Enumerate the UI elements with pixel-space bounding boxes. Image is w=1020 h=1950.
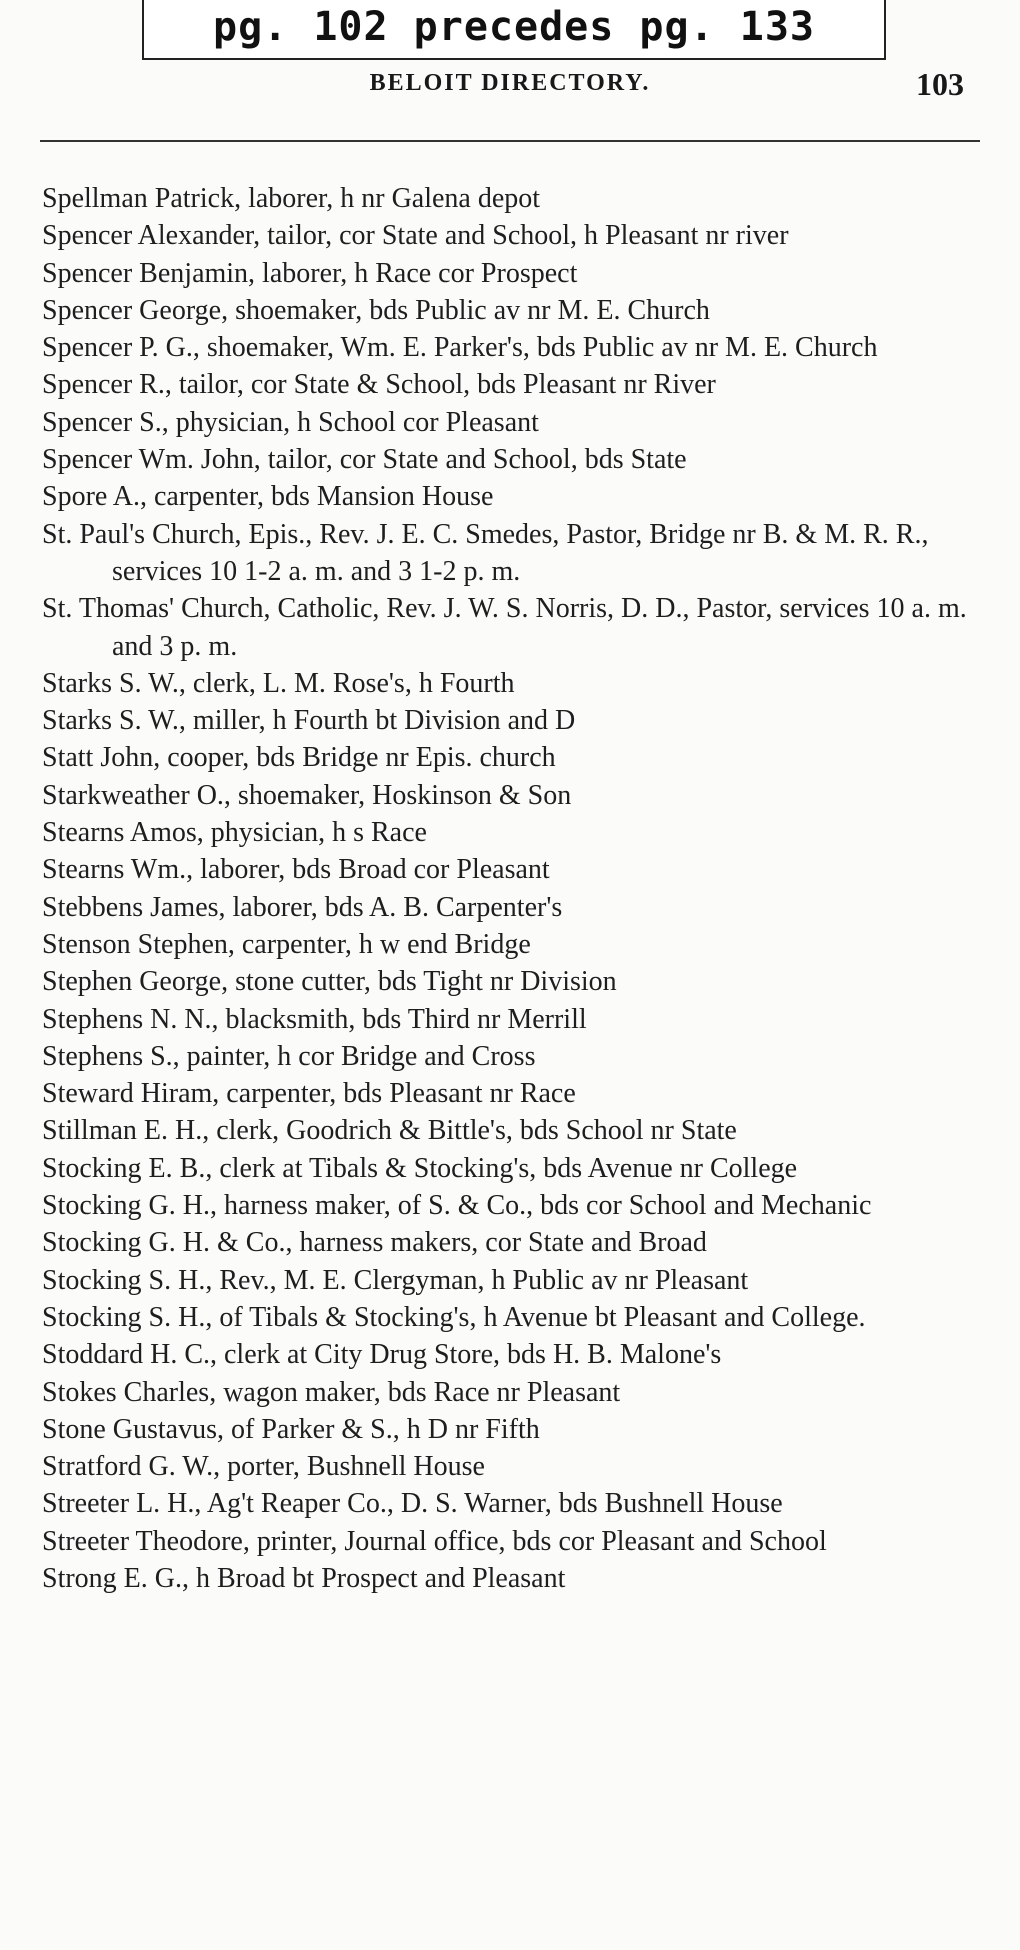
header-rule bbox=[40, 140, 980, 142]
directory-entry: Spencer Benjamin, laborer, h Race cor Prospect bbox=[42, 257, 578, 289]
directory-entry: Stocking G. H. & Co., harness makers, cor State and Broad bbox=[42, 1227, 707, 1259]
directory-entry: Stenson Stephen, carpenter, h w end Bridge bbox=[42, 928, 531, 960]
directory-entries bbox=[42, 180, 992, 1597]
directory-entry: Spencer P. G., shoemaker, Wm. E. Parker's, bds Public av nr M. E. Church bbox=[42, 332, 878, 364]
page-order-note: pg. 102 precedes pg. 133 bbox=[213, 4, 815, 50]
directory-entry: Stratford G. W., porter, Bushnell House bbox=[42, 1451, 485, 1483]
running-header bbox=[40, 66, 980, 106]
directory-entry: Spellman Patrick, laborer, h nr Galena depot bbox=[42, 183, 541, 214]
directory-entry: Steward Hiram, carpenter, bds Pleasant nr Race bbox=[42, 1078, 576, 1110]
directory-entry: Spencer Wm. John, tailor, cor State and School, bds State bbox=[42, 444, 687, 476]
directory-entry: Spencer George, shoemaker, bds Public av nr M. E. Church bbox=[42, 294, 710, 326]
directory-entry: Stocking S. H., of Tibals & Stocking's, h Avenue bt Pleasant and College. bbox=[42, 1301, 866, 1333]
header-title: BELOIT DIRECTORY. bbox=[369, 70, 651, 96]
directory-entry: Stephens N. N., blacksmith, bds Third nr Merrill bbox=[42, 1003, 587, 1035]
directory-entry: Stoddard H. C., clerk at City Drug Store, bds H. B. Malone's bbox=[42, 1339, 722, 1371]
directory-entry: Stephen George, stone cutter, bds Tight nr Division bbox=[42, 966, 617, 998]
directory-entry: Spencer S., physician, h School cor Pleasant bbox=[42, 406, 539, 438]
directory-entry: Streeter Theodore, printer, Journal office, bds cor Pleasant and School bbox=[42, 1525, 827, 1557]
directory-entry: Streeter L. H., Ag't Reaper Co., D. S. Warner, bds Bushnell House bbox=[42, 1488, 783, 1520]
directory-entry: Stebbens James, laborer, bds A. B. Carpenter's bbox=[42, 891, 563, 923]
directory-entry: Stokes Charles, wagon maker, bds Race nr Pleasant bbox=[42, 1376, 621, 1408]
directory-entry: Spore A., carpenter, bds Mansion House bbox=[42, 481, 494, 513]
directory-entry: Starkweather O., shoemaker, Hoskinson & Son bbox=[42, 779, 572, 811]
directory-entry: Stocking G. H., harness maker, of S. & Co., bds cor School and Mechanic bbox=[42, 1190, 872, 1222]
directory-entry: Stephens S., painter, h cor Bridge and Cross bbox=[42, 1040, 536, 1072]
directory-entry: Strong E. G., h Broad bt Prospect and Pleasant bbox=[42, 1562, 566, 1594]
directory-entry: Stillman E. H., clerk, Goodrich & Bittle's, bds School nr State bbox=[42, 1115, 737, 1147]
directory-entry: Spencer Alexander, tailor, cor State and School, h Pleasant nr river bbox=[42, 220, 789, 252]
directory-entry: Starks S. W., miller, h Fourth bt Division and D bbox=[42, 705, 576, 737]
directory-entry: Stocking E. B., clerk at Tibals & Stocking's, bds Avenue nr College bbox=[42, 1152, 798, 1184]
directory-entry: St. Thomas' Church, Catholic, Rev. J. W. S. Norris, D. D., Pastor, services 10 a. m. and 3 p. m. bbox=[42, 593, 967, 662]
page-order-note-box bbox=[142, 0, 886, 60]
directory-entry: Statt John, cooper, bds Bridge nr Epis. church bbox=[42, 742, 556, 774]
directory-entry: Starks S. W., clerk, L. M. Rose's, h Fourth bbox=[42, 667, 515, 699]
directory-entry: St. Paul's Church, Epis., Rev. J. E. C. Smedes, Pastor, Bridge nr B. & M. R. R., services 10 1-2 a. m. and 3 1-2 p. m. bbox=[42, 518, 929, 587]
directory-entry: Stocking S. H., Rev., M. E. Clergyman, h Public av nr Pleasant bbox=[42, 1264, 749, 1296]
page-number: 103 bbox=[916, 66, 964, 102]
directory-entry: Spencer R., tailor, cor State & School, bds Pleasant nr River bbox=[42, 369, 716, 401]
directory-entry: Stone Gustavus, of Parker & S., h D nr Fifth bbox=[42, 1413, 540, 1445]
directory-entry: Stearns Wm., laborer, bds Broad cor Pleasant bbox=[42, 854, 550, 886]
directory-entry: Stearns Amos, physician, h s Race bbox=[42, 817, 427, 849]
